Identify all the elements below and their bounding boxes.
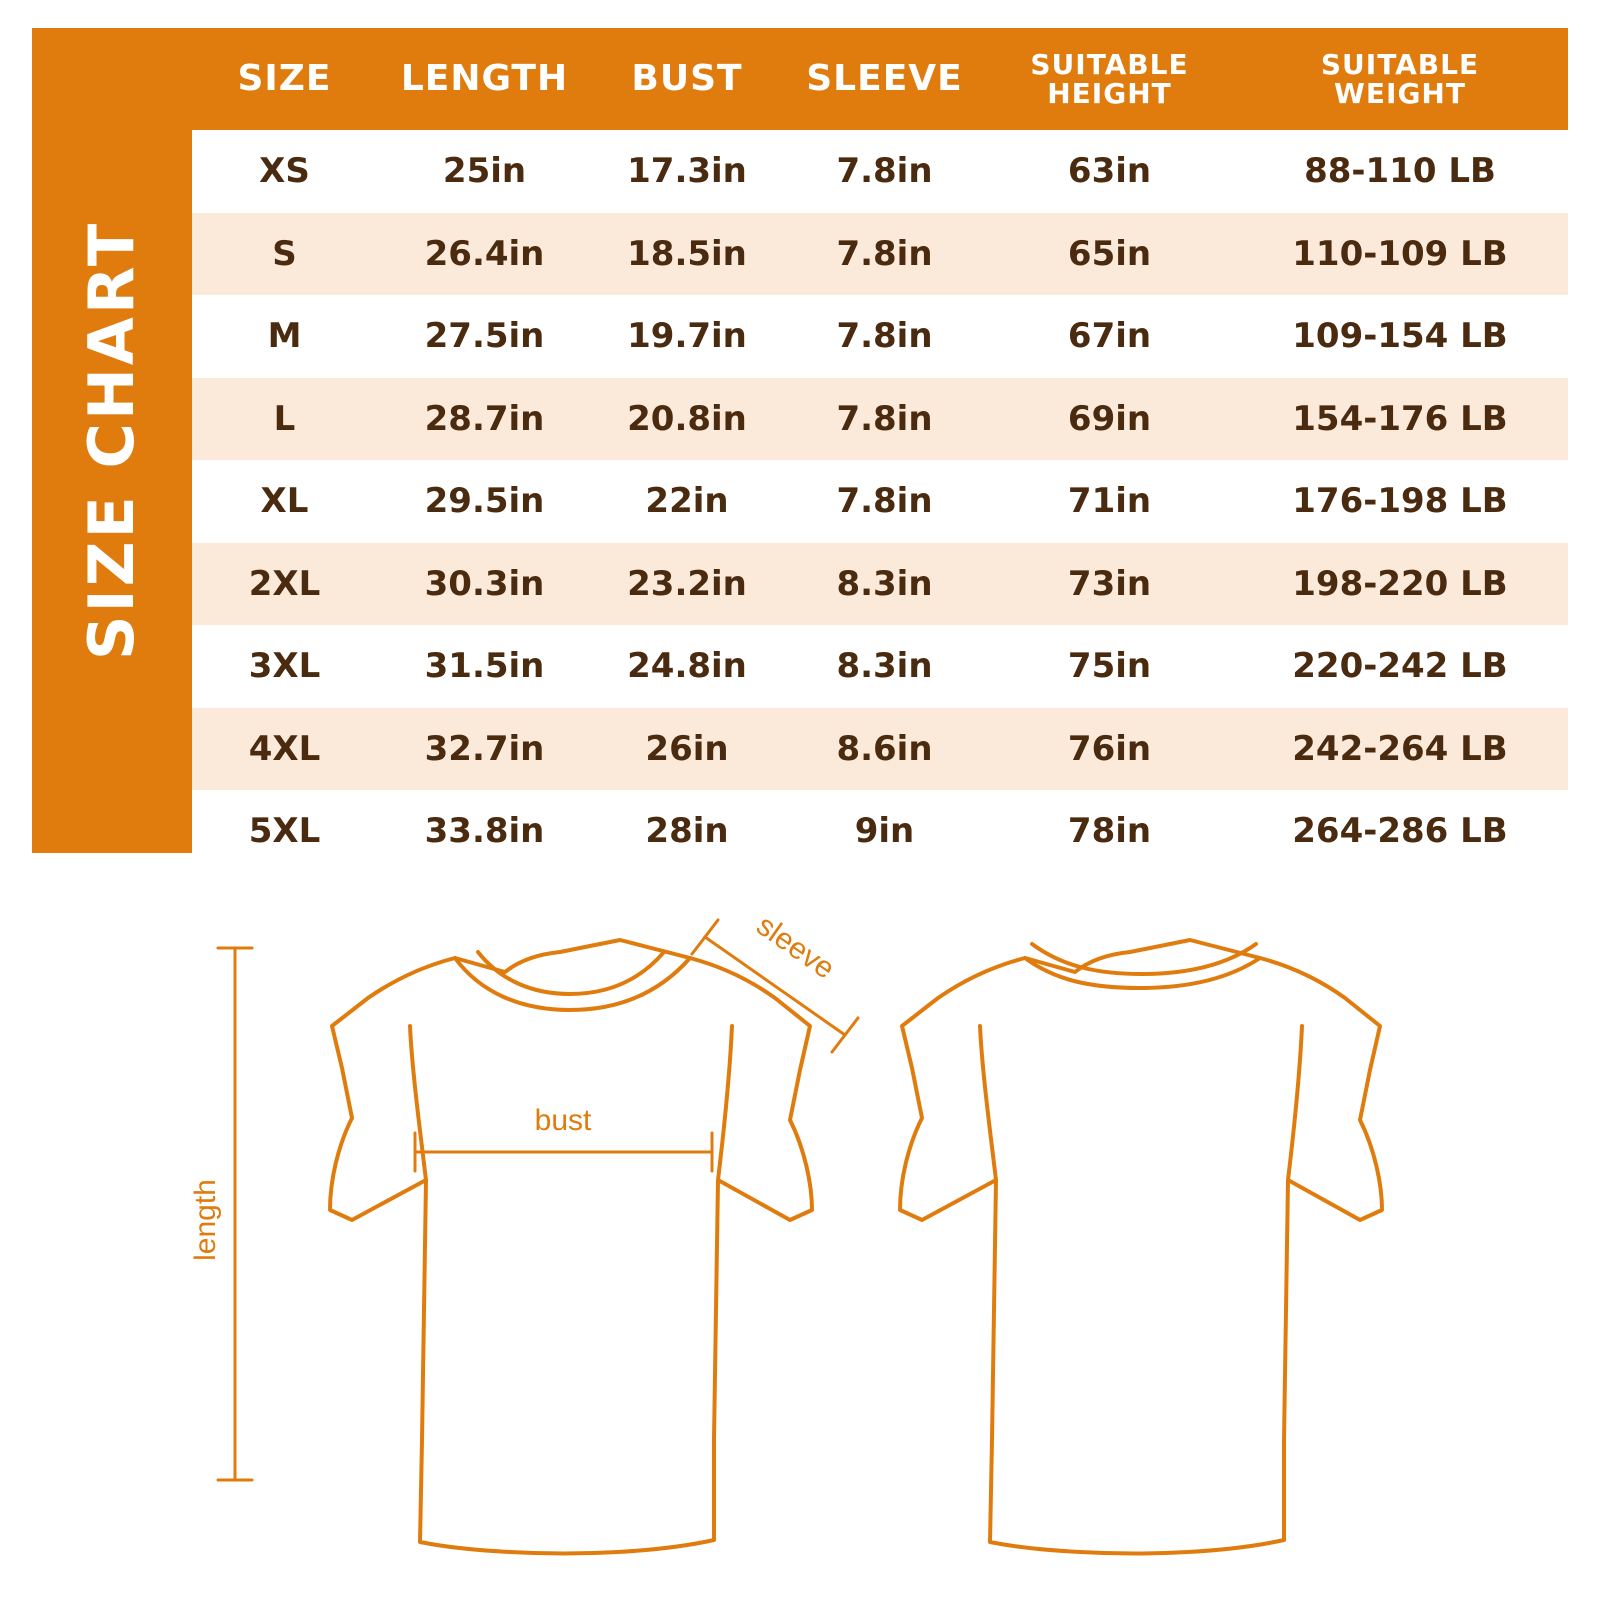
cell-bust: 28in (592, 790, 782, 873)
cell-weight: 176-198 LB (1232, 460, 1568, 543)
size-table-body (192, 130, 1568, 873)
bust-label: bust (534, 1104, 592, 1137)
column-header-size: SIZE (192, 28, 377, 130)
cell-bust: 18.5in (592, 213, 782, 296)
column-header-sleeve: SLEEVE (782, 28, 987, 130)
cell-weight: 88-110 LB (1232, 130, 1568, 213)
cell-length: 32.7in (377, 708, 592, 791)
table-header-row (192, 28, 1568, 130)
cell-sleeve: 7.8in (782, 130, 987, 213)
cell-bust: 26in (592, 708, 782, 791)
cell-weight: 198-220 LB (1232, 543, 1568, 626)
cell-size: 5XL (192, 790, 377, 873)
column-header-bust: BUST (592, 28, 782, 130)
sleeve-label: sleeve (750, 908, 841, 986)
cell-weight: 242-264 LB (1232, 708, 1568, 791)
cell-weight: 110-109 LB (1232, 213, 1568, 296)
cell-height: 73in (987, 543, 1232, 626)
column-header-suitable-height-line1: SUITABLE (1030, 47, 1189, 81)
table-row (192, 213, 1568, 296)
cell-length: 33.8in (377, 790, 592, 873)
cell-length: 29.5in (377, 460, 592, 543)
cell-size: 3XL (192, 625, 377, 708)
tshirt-back-outline (900, 940, 1382, 1554)
cell-height: 78in (987, 790, 1232, 873)
table-row (192, 708, 1568, 791)
cell-height: 71in (987, 460, 1232, 543)
tshirt-front-outline (330, 940, 812, 1554)
cell-height: 67in (987, 295, 1232, 378)
table-row (192, 790, 1568, 873)
cell-size: 2XL (192, 543, 377, 626)
cell-length: 31.5in (377, 625, 592, 708)
cell-size: XL (192, 460, 377, 543)
table-row (192, 130, 1568, 213)
cell-size: M (192, 295, 377, 378)
cell-length: 30.3in (377, 543, 592, 626)
size-table-head (192, 28, 1568, 130)
size-chart-title-text: SIZE CHART (75, 220, 149, 661)
column-header-suitable-height-line2: HEIGHT (1047, 77, 1172, 110)
cell-bust: 22in (592, 460, 782, 543)
cell-bust: 23.2in (592, 543, 782, 626)
cell-size: S (192, 213, 377, 296)
cell-height: 63in (987, 130, 1232, 213)
table-row (192, 543, 1568, 626)
cell-bust: 20.8in (592, 378, 782, 461)
table-row (192, 460, 1568, 543)
cell-length: 28.7in (377, 378, 592, 461)
column-header-suitable-weight (1232, 28, 1568, 130)
cell-size: XS (192, 130, 377, 213)
cell-size: 4XL (192, 708, 377, 791)
cell-height: 65in (987, 213, 1232, 296)
cell-length: 26.4in (377, 213, 592, 296)
cell-size: L (192, 378, 377, 461)
cell-sleeve: 8.6in (782, 708, 987, 791)
cell-height: 76in (987, 708, 1232, 791)
cell-sleeve: 9in (782, 790, 987, 873)
cell-length: 27.5in (377, 295, 592, 378)
size-chart-side-title (32, 28, 192, 853)
tshirt-measurement-illustration (0, 880, 1600, 1580)
table-row (192, 295, 1568, 378)
length-dimension-line (218, 948, 252, 1480)
cell-bust: 19.7in (592, 295, 782, 378)
cell-bust: 17.3in (592, 130, 782, 213)
length-label: length (189, 1179, 222, 1261)
column-header-suitable-weight-line2: WEIGHT (1334, 77, 1466, 110)
column-header-suitable-weight-line1: SUITABLE (1320, 47, 1480, 81)
cell-weight: 220-242 LB (1232, 625, 1568, 708)
cell-height: 69in (987, 378, 1232, 461)
column-header-length: LENGTH (377, 28, 592, 130)
cell-length: 25in (377, 130, 592, 213)
size-chart-block (32, 28, 1568, 853)
column-header-suitable-height (987, 28, 1232, 130)
cell-bust: 24.8in (592, 625, 782, 708)
cell-height: 75in (987, 625, 1232, 708)
cell-sleeve: 8.3in (782, 543, 987, 626)
cell-weight: 109-154 LB (1232, 295, 1568, 378)
table-row (192, 378, 1568, 461)
cell-sleeve: 7.8in (782, 460, 987, 543)
cell-sleeve: 7.8in (782, 378, 987, 461)
cell-weight: 264-286 LB (1232, 790, 1568, 873)
cell-sleeve: 7.8in (782, 213, 987, 296)
cell-weight: 154-176 LB (1232, 378, 1568, 461)
bust-dimension-line (415, 1133, 712, 1171)
table-row (192, 625, 1568, 708)
size-table-wrapper (192, 28, 1568, 853)
cell-sleeve: 7.8in (782, 295, 987, 378)
cell-sleeve: 8.3in (782, 625, 987, 708)
size-table (192, 28, 1568, 873)
